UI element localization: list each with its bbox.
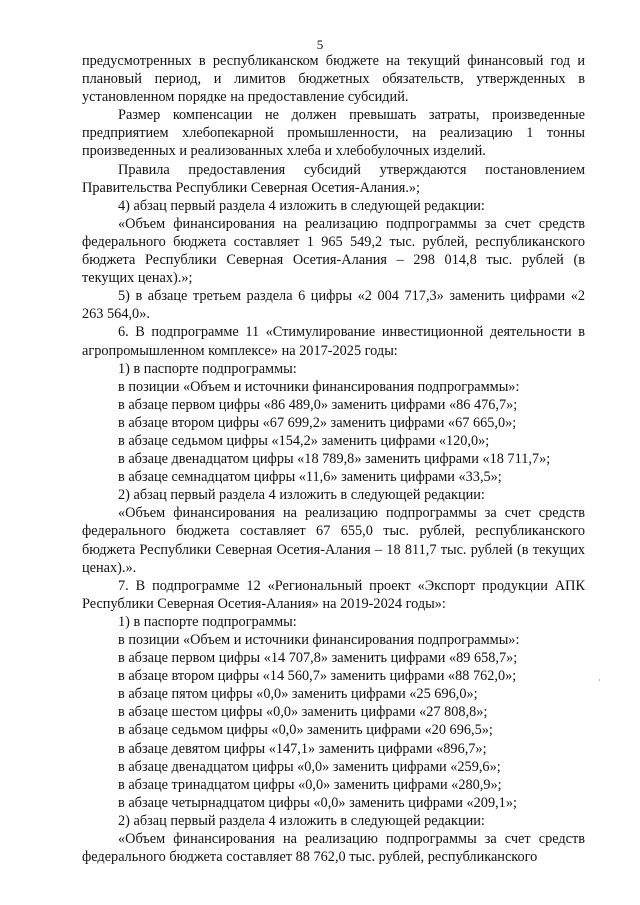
paragraph: 4) абзац первый раздела 4 изложить в следующей редакции:: [118, 197, 485, 214]
paragraph: 5) в абзаце третьем раздела 6 цифры «2 004 717,3» заменить цифрами «2 263 564,0».: [82, 288, 585, 323]
paragraph: в абзаце семнадцатом цифры «11,6» заменить цифрами «33,5»;: [118, 469, 502, 486]
scan-speck: ·: [598, 676, 601, 685]
paragraph: в абзаце первом цифры «86 489,0» заменить цифрами «86 476,7»;: [118, 396, 518, 413]
paragraph: 7. В подпрограмме 12 «Региональный проект «Экспорт продукции АПК Республики Северная Осетия-Алания» на 2019-2024 годы»:: [82, 577, 585, 612]
paragraph: в абзаце пятом цифры «0,0» заменить цифрами «25 696,0»;: [118, 686, 478, 703]
paragraph: в позиции «Объем и источники финансирования подпрограммы»:: [118, 378, 520, 395]
document-body: [82, 52, 585, 866]
paragraph: Размер компенсации не должен превышать затраты, произведенные предприятием хлебопекарной промышленности, на реализацию 1 тонны произведенных и реализованных хлеба и хлебобулочных изделий.: [82, 107, 585, 160]
paragraph: в позиции «Объем и источники финансирования подпрограммы»:: [118, 632, 520, 648]
paragraph: 6. В подпрограмме 11 «Стимулирование инвестиционной деятельности в агропромышленном комплексе» на 2017-2025 годы:: [82, 324, 585, 359]
paragraph: в абзаце шестом цифры «0,0» заменить цифрами «27 808,8»;: [118, 704, 488, 721]
paragraph: «Объем финансирования на реализацию подпрограммы за счет средств федерального бюджета составляет 88 762,0 тыс. рублей, республиканского: [82, 831, 585, 866]
paragraph: 2) абзац первый раздела 4 изложить в следующей редакции:: [118, 812, 485, 829]
paragraph: в абзаце седьмом цифры «154,2» заменить цифрами «120,0»;: [118, 432, 490, 449]
paragraph: в абзаце двенадцатом цифры «0,0» заменить цифрами «259,6»;: [118, 758, 501, 775]
page-number: 5: [316, 37, 324, 52]
paragraph: Правила предоставления субсидий утверждаются постановлением Правительства Республики Северная Осетия-Алания.»;: [82, 161, 585, 196]
paragraph: в абзаце первом цифры «14 707,8» заменить цифрами «89 658,7»;: [118, 650, 518, 667]
paragraph: в абзаце втором цифры «14 560,7» заменить цифрами «88 762,0»;: [118, 668, 517, 685]
paragraph: в абзаце седьмом цифры «0,0» заменить цифрами «20 696,5»;: [118, 722, 493, 739]
paragraph: в абзаце четырнадцатом цифры «0,0» заменить цифрами «209,1»;: [118, 794, 517, 811]
paragraph: в абзаце двенадцатом цифры «18 789,8» заменить цифрами «18 711,7»;: [118, 451, 551, 468]
paragraph: 1) в паспорте подпрограммы:: [118, 360, 297, 377]
paragraph: «Объем финансирования на реализацию подпрограммы за счет средств федерального бюджета составляет 1 965 549,2 тыс. рублей, республиканского бюджета Республики Северная Осетия-Алания – 298 014,8 тыс. рублей (в текущих ценах).»;: [82, 215, 585, 287]
paragraph: 2) абзац первый раздела 4 изложить в следующей редакции:: [118, 487, 485, 504]
paragraph: предусмотренных в республиканском бюджете на текущий финансовый год и плановый период, и лимитов бюджетных обязательств, утвержденных в установленном порядке на предоставление субсидий.: [82, 53, 585, 106]
paragraph: в абзаце втором цифры «67 699,2» заменить цифрами «67 665,0»;: [118, 414, 517, 431]
paragraph: «Объем финансирования на реализацию подпрограммы за счет средств федерального бюджета составляет 67 655,0 тыс. рублей, республиканского бюджета Республики Северная Осетия-Алания – 18 811,7 тыс. рублей (в текущих ценах).».: [82, 505, 585, 576]
paragraph: в абзаце тринадцатом цифры «0,0» заменить цифрами «280,9»;: [118, 776, 502, 793]
paragraph: в абзаце девятом цифры «147,1» заменить цифрами «896,7»;: [118, 740, 487, 757]
paragraph: 1) в паспорте подпрограммы:: [118, 613, 297, 630]
